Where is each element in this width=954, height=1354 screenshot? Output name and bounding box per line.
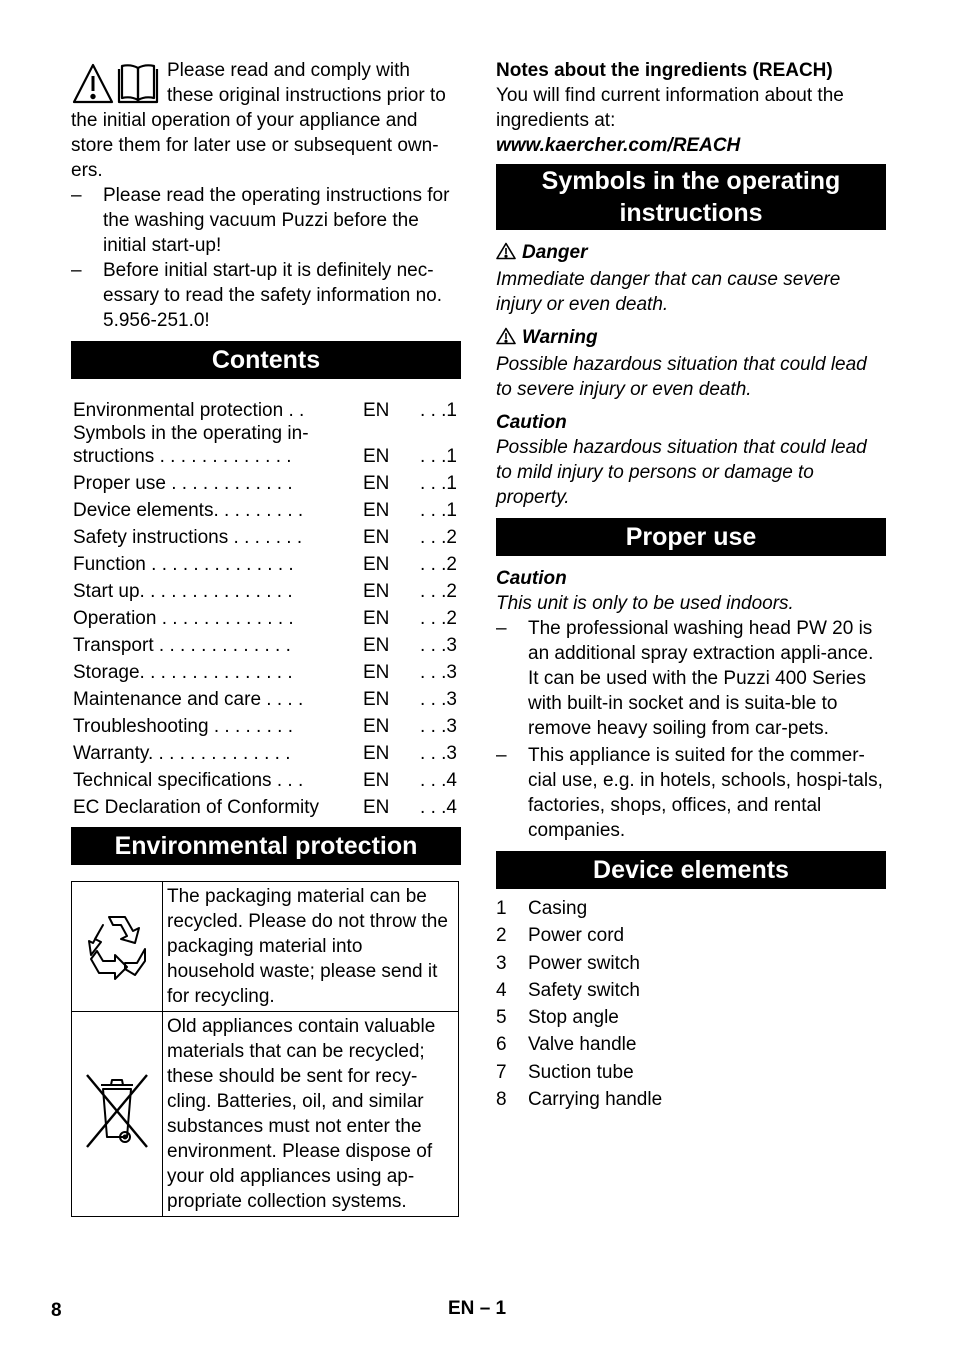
item-number: 8 (496, 1089, 507, 1111)
toc-entry-page: . . .2 (420, 581, 457, 602)
intro-block (71, 58, 461, 183)
caution-label: Caution (496, 412, 567, 433)
table-row (73, 422, 457, 468)
reach-title: Notes about the ingredients (REACH) (496, 60, 833, 81)
toc-entry-page: . . .1 (420, 473, 457, 494)
danger-label: Danger (496, 240, 886, 267)
device-elements-heading: Device elements (496, 851, 886, 889)
toc-entry-title[interactable]: Start up. . . . . . . . . . . . . . . (73, 581, 293, 602)
toc-entry-lang: EN (363, 770, 390, 791)
toc-entry-title[interactable]: Symbols in the operating in- structions . . . . . . . . . . . . . (73, 423, 309, 467)
toc-entry-lang: EN (363, 743, 390, 764)
toc-entry-lang: EN (363, 635, 390, 656)
item-number: 4 (496, 979, 507, 1001)
toc-entry-lang: EN (363, 554, 390, 575)
toc-entry-title[interactable]: Technical specifications . . . (73, 770, 304, 791)
environmental-protection-heading: Environmental protection (71, 827, 461, 865)
reach-text: You will find current information about the ingredients at: (496, 85, 844, 131)
toc-entry-lang: EN (363, 500, 390, 521)
toc-entry-lang: EN (363, 662, 390, 683)
list-item (496, 1031, 886, 1058)
list-item (496, 922, 886, 949)
item-number: 7 (496, 1061, 507, 1083)
table-row (73, 495, 457, 522)
table-row (73, 395, 457, 422)
table-row (73, 549, 457, 576)
toc-entry-page: . . .1 (420, 500, 457, 521)
table-row (73, 468, 457, 495)
toc-entry-title[interactable]: Environmental protection . . (73, 400, 305, 421)
list-item (496, 895, 886, 922)
toc-entry-page: . . .2 (420, 608, 457, 629)
toc-entry-page: . . .3 (420, 662, 457, 683)
warning-triangle-icon (496, 242, 516, 267)
section-page-label: EN – 1 (448, 1298, 507, 1319)
item-number: 3 (496, 952, 507, 974)
toc-entry-title[interactable]: Maintenance and care . . . . (73, 689, 304, 710)
toc-entry-title[interactable]: Safety instructions . . . . . . . (73, 527, 303, 548)
list-item (496, 950, 886, 977)
device-elements-list (496, 895, 886, 1113)
list-item (496, 1086, 886, 1113)
toc-entry-lang: EN (363, 473, 390, 494)
item-label: Power switch (528, 952, 640, 974)
symbols-heading: Symbols in the operating instructions (496, 164, 886, 230)
item-number: 5 (496, 1007, 507, 1029)
toc-entry-page: . . .1 (420, 446, 457, 467)
toc-entry-title[interactable]: EC Declaration of Conformity (73, 797, 320, 818)
item-label: Suction tube (528, 1061, 634, 1083)
toc-entry-lang: EN (363, 581, 390, 602)
contents-heading: Contents (71, 341, 461, 379)
toc-entry-page: . . .2 (420, 527, 457, 548)
page-number: 8 (51, 1300, 62, 1321)
toc-entry-page: . . .4 (420, 770, 457, 791)
proper-use-bullet-list (496, 616, 886, 843)
table-row (73, 711, 457, 738)
item-label: Valve handle (528, 1034, 637, 1056)
recycling-text: The packaging material can be recycled. Please do not throw the packaging material into household waste; please send it for recycling. (163, 882, 459, 1012)
item-label: Carrying handle (528, 1089, 663, 1111)
toc-entry-lang: EN (363, 797, 390, 818)
list-item: – The professional washing head PW 20 is an additional spray extraction appli-ance. It can be used with the Puzzi 400 Series with built-in socket and is suita-ble to remove heavy soiling from car-pets. (496, 618, 874, 739)
table-row (73, 576, 457, 603)
warning-and-manual-icon (71, 62, 161, 106)
table-of-contents (73, 395, 457, 819)
intro-bullet-list (71, 183, 461, 333)
intro-text: Please read and comply with these original instructions prior to the initial operation of your appliance and store them for later use or subsequent own-ers. (71, 60, 446, 181)
toc-entry-title[interactable]: Warranty. . . . . . . . . . . . . . (73, 743, 291, 764)
toc-entry-page: . . .2 (420, 554, 457, 575)
toc-entry-title[interactable]: Troubleshooting . . . . . . . . (73, 716, 294, 737)
toc-entry-lang: EN (363, 716, 390, 737)
table-row (73, 657, 457, 684)
table-row (73, 630, 457, 657)
list-item (496, 1004, 886, 1031)
toc-entry-lang: EN (363, 608, 390, 629)
toc-entry-lang: EN (363, 446, 390, 467)
toc-entry-lang: EN (363, 400, 390, 421)
table-row (73, 738, 457, 765)
table-row (73, 792, 457, 819)
toc-entry-lang: EN (363, 527, 390, 548)
right-column (496, 58, 886, 1113)
item-number: 1 (496, 898, 507, 919)
warning-text: Possible hazardous situation that could lead to severe injury or even death. (496, 354, 867, 400)
toc-entry-page: . . .3 (420, 635, 457, 656)
table-row (73, 765, 457, 792)
item-number: 2 (496, 925, 507, 947)
table-row (73, 684, 457, 711)
list-item (496, 977, 886, 1004)
list-item: – This appliance is suited for the commer-cial use, e.g. in hotels, schools, hospi-tals, factories, shops, offices, and rental companies. (496, 745, 883, 841)
toc-entry-title[interactable]: Operation . . . . . . . . . . . . . (73, 608, 294, 629)
item-label: Power cord (528, 925, 625, 947)
toc-entry-lang: EN (363, 689, 390, 710)
warning-label: Warning (496, 325, 886, 352)
proper-use-heading: Proper use (496, 518, 886, 556)
item-label: Safety switch (528, 979, 640, 1001)
toc-entry-title[interactable]: Proper use . . . . . . . . . . . . (73, 473, 293, 494)
item-label: Casing (528, 898, 588, 919)
table-row (72, 1012, 459, 1217)
toc-entry-page: . . .3 (420, 716, 457, 737)
toc-entry-title[interactable]: Transport . . . . . . . . . . . . . (73, 635, 291, 656)
item-number: 6 (496, 1034, 507, 1056)
danger-text: Immediate danger that can cause severe injury or even death. (496, 269, 841, 315)
toc-entry-title[interactable]: Function . . . . . . . . . . . . . . (73, 554, 294, 575)
warning-triangle-icon (496, 327, 516, 352)
environmental-table (71, 881, 459, 1217)
item-label: Stop angle (528, 1007, 619, 1029)
recycling-icon (72, 882, 163, 1012)
table-row (73, 522, 457, 549)
toc-entry-title[interactable]: Device elements. . . . . . . . . (73, 500, 304, 521)
list-item: – Please read the operating instructions for the washing vacuum Puzzi before the initial start-up! (71, 185, 450, 256)
caution-text: Possible hazardous situation that could lead to mild injury to persons or damage to property. (496, 437, 867, 508)
proper-use-caution-label: Caution (496, 568, 567, 589)
toc-entry-page: . . .3 (420, 689, 457, 710)
left-column (71, 58, 461, 1217)
reach-link[interactable]: www.kaercher.com/REACH (496, 135, 741, 156)
table-row (73, 603, 457, 630)
crossed-bin-icon (72, 1012, 163, 1217)
disposal-text: Old appliances contain valuable materials that can be recycled; these should be sent for recy-cling. Batteries, oil, and similar substances must not enter the environment. Please dispose of your old appliances using ap-propriate collection systems. (163, 1012, 459, 1217)
toc-entry-page: . . .3 (420, 743, 457, 764)
table-row (72, 882, 459, 1012)
list-item: – Before initial start-up it is definitely nec-essary to read the safety information no. 5.956-251.0! (71, 260, 443, 331)
list-item (496, 1059, 886, 1086)
proper-use-caution-text: This unit is only to be used indoors. (496, 593, 794, 614)
toc-entry-page: . . .4 (420, 797, 457, 818)
toc-entry-title[interactable]: Storage. . . . . . . . . . . . . . . (73, 662, 293, 683)
toc-entry-page: . . .1 (420, 400, 457, 421)
